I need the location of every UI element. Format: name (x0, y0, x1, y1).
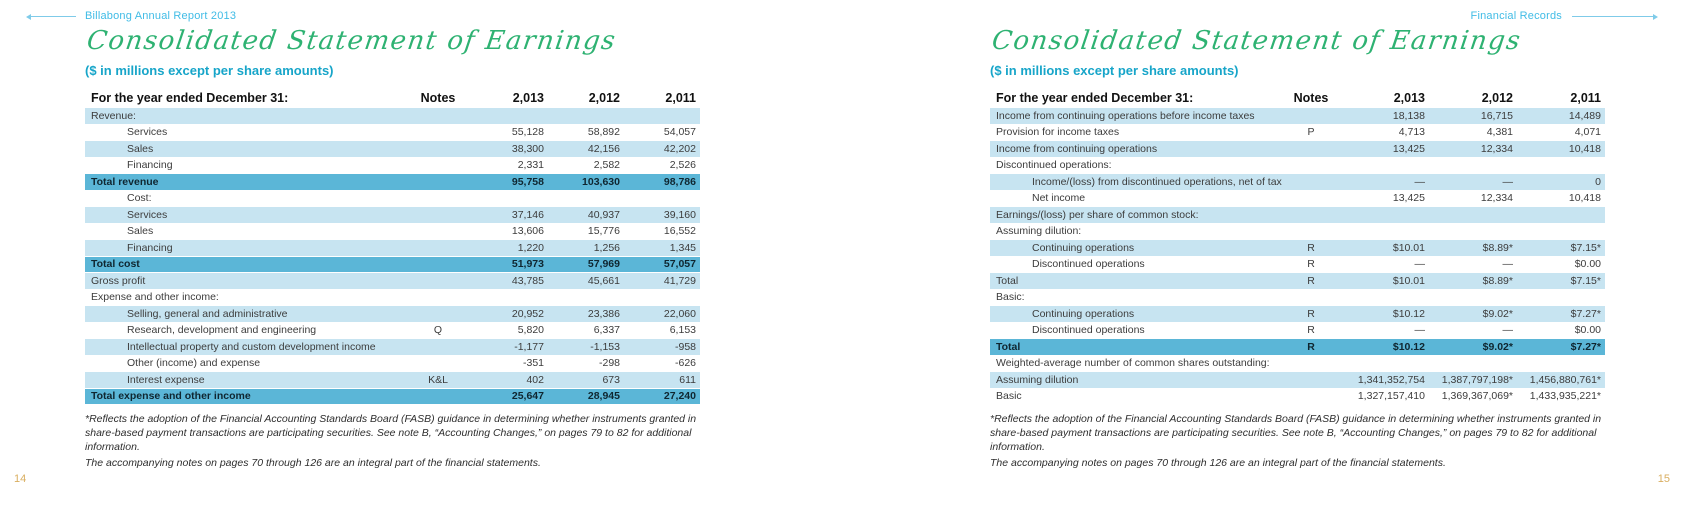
row-label: Expense and other income: (91, 291, 219, 304)
row-value: 10,418 (1568, 142, 1601, 155)
row-value: $10.12 (1392, 340, 1425, 353)
row-value: — (1414, 258, 1425, 271)
table-row (990, 174, 1605, 191)
row-value: 1,341,352,754 (1357, 373, 1425, 386)
row-label: Cost: (127, 192, 152, 205)
row-value: 28,945 (587, 390, 620, 403)
table-row (85, 290, 700, 307)
footnote-paragraph: *Reflects the adoption of the Financial Accounting Standards Board (FASB) guidance in determining whether instruments granted in share-based payment transactions are participating securities. See note B, “Accounting Changes,” on pages 79 to 82 for additional information. (85, 413, 697, 454)
row-label: Services (127, 126, 168, 139)
row-value: 1,345 (669, 241, 696, 254)
row-value: 4,713 (1398, 126, 1425, 139)
row-value: 16,715 (1480, 109, 1513, 122)
row-label: Sales (127, 142, 154, 155)
row-label: Continuing operations (1032, 241, 1135, 254)
row-value: $10.12 (1392, 307, 1425, 320)
row-value: 42,156 (587, 142, 620, 155)
table-row (990, 224, 1605, 241)
footnote-paragraph: The accompanying notes on pages 70 through 126 are an integral part of the financial statements. (990, 456, 1446, 469)
row-value: 57,057 (663, 258, 696, 271)
column-header-label: For the year ended December 31: (996, 90, 1194, 105)
row-value: 27,240 (663, 390, 696, 403)
row-value: 2,331 (517, 159, 544, 172)
column-header-label: For the year ended December 31: (91, 90, 289, 105)
row-value: 14,489 (1568, 109, 1601, 122)
row-value: 103,630 (582, 175, 620, 188)
row-label: Total expense and other income (91, 390, 251, 403)
row-value: 0 (1595, 175, 1601, 188)
row-label: Net income (1032, 192, 1086, 205)
row-value: — (1502, 324, 1513, 337)
table-row (990, 125, 1605, 142)
row-value: 95,758 (511, 175, 544, 188)
row-value: $7.27* (1570, 307, 1601, 320)
row-value: $10.01 (1392, 241, 1425, 254)
row-label: Revenue: (91, 109, 136, 122)
row-value: 39,160 (663, 208, 696, 221)
table-row (85, 125, 700, 142)
row-value: 55,128 (511, 126, 544, 139)
page-left (85, 0, 700, 471)
row-value: $7.15* (1570, 274, 1601, 287)
row-label: Assuming dilution (996, 373, 1079, 386)
table-header-row (85, 88, 700, 108)
row-value: 20,952 (511, 307, 544, 320)
row-value: 42,202 (663, 142, 696, 155)
row-value: 18,138 (1392, 109, 1425, 122)
row-label: Discontinued operations (1032, 324, 1145, 337)
row-value: 37,146 (511, 208, 544, 221)
page-number: 15 (1657, 473, 1670, 485)
row-value: $7.15* (1570, 241, 1601, 254)
row-value: 43,785 (511, 274, 544, 287)
row-value: 54,057 (663, 126, 696, 139)
row-value: 5,820 (517, 324, 544, 337)
page-title: Consolidated Statement of Earnings (85, 26, 619, 56)
row-value: 57,969 (587, 258, 620, 271)
row-value: 23,386 (587, 307, 620, 320)
table-row (85, 174, 700, 191)
row-value: $0.00 (1574, 258, 1601, 271)
table-row (990, 141, 1605, 158)
row-value: 16,552 (663, 225, 696, 238)
row-label: Financing (127, 241, 173, 254)
table-row (85, 339, 700, 356)
row-note: Q (433, 324, 443, 337)
row-value: — (1414, 324, 1425, 337)
table-row (990, 158, 1605, 175)
table-row (85, 306, 700, 323)
row-label: Income/(loss) from discontinued operations, net of tax (1032, 175, 1282, 188)
table-row (85, 240, 700, 257)
row-value: 98,786 (663, 175, 696, 188)
row-value: 1,387,797,198* (1441, 373, 1513, 386)
header-rule-left (30, 16, 76, 17)
column-header-notes: Notes (420, 90, 456, 105)
row-value: 12,334 (1480, 142, 1513, 155)
row-value: 1,220 (517, 241, 544, 254)
table-row (85, 207, 700, 224)
right-arrow-icon (1653, 14, 1658, 20)
row-value: 13,606 (511, 225, 544, 238)
column-header-year: 2,013 (1393, 90, 1425, 105)
column-header-year: 2,011 (1570, 90, 1601, 105)
column-header-notes: Notes (1293, 90, 1329, 105)
table-row (990, 339, 1605, 356)
page-number: 14 (14, 473, 27, 485)
table-row (990, 257, 1605, 274)
table-row (990, 389, 1605, 406)
row-value: $8.89* (1482, 241, 1513, 254)
table-header-row (990, 88, 1605, 108)
row-label: Discontinued operations: (996, 159, 1112, 172)
table-row (85, 389, 700, 406)
row-label: Income from continuing operations before income taxes (996, 109, 1255, 122)
footnote (85, 412, 700, 470)
row-label: Basic: (996, 291, 1025, 304)
row-label: Continuing operations (1032, 307, 1135, 320)
table-row (990, 372, 1605, 389)
row-value: 1,369,367,069* (1441, 390, 1513, 403)
row-note: R (1307, 307, 1315, 320)
row-value: $7.27* (1570, 340, 1601, 353)
row-value: 673 (602, 373, 620, 386)
row-value: 25,647 (511, 390, 544, 403)
row-value: 1,327,157,410 (1357, 390, 1425, 403)
column-header-year: 2,013 (512, 90, 544, 105)
row-value: 1,456,880,761* (1529, 373, 1601, 386)
table-row (85, 224, 700, 241)
table-row (990, 207, 1605, 224)
row-label: Interest expense (127, 373, 205, 386)
row-value: 402 (526, 373, 544, 386)
row-label: Other (income) and expense (127, 357, 261, 370)
row-value: 40,937 (587, 208, 620, 221)
table-row (990, 356, 1605, 373)
row-value: 22,060 (663, 307, 696, 320)
earnings-table (990, 88, 1605, 405)
row-value: — (1502, 258, 1513, 271)
table-row (990, 290, 1605, 307)
row-note: R (1307, 258, 1315, 271)
row-label: Services (127, 208, 168, 221)
row-value: -1,177 (514, 340, 544, 353)
breadcrumb: Financial Records (1470, 10, 1562, 22)
row-value: — (1414, 175, 1425, 188)
row-value: 38,300 (511, 142, 544, 155)
row-label: Intellectual property and custom development income (127, 340, 376, 353)
row-label: Discontinued operations (1032, 258, 1145, 271)
row-value: 41,729 (663, 274, 696, 287)
page-subtitle: ($ in millions except per share amounts) (85, 63, 334, 78)
page-title: Consolidated Statement of Earnings (990, 26, 1524, 56)
row-label: Assuming dilution: (996, 225, 1082, 238)
row-value: 6,153 (669, 324, 696, 337)
row-label: Selling, general and administrative (127, 307, 288, 320)
row-value: 45,661 (587, 274, 620, 287)
row-value: -298 (598, 357, 620, 370)
table-row (85, 257, 700, 274)
row-value: 6,337 (593, 324, 620, 337)
row-value: 4,381 (1486, 126, 1513, 139)
row-label: Provision for income taxes (996, 126, 1120, 139)
row-value: 1,433,935,221* (1529, 390, 1601, 403)
row-value: 10,418 (1568, 192, 1601, 205)
row-value: $10.01 (1392, 274, 1425, 287)
table-row (990, 306, 1605, 323)
row-value: — (1502, 175, 1513, 188)
row-label: Weighted-average number of common shares outstanding: (996, 357, 1270, 370)
row-note: P (1307, 126, 1315, 139)
breadcrumb: Billabong Annual Report 2013 (85, 10, 237, 22)
row-value: 13,425 (1392, 192, 1425, 205)
row-value: 15,776 (587, 225, 620, 238)
footnote (990, 412, 1605, 470)
row-note: R (1307, 241, 1315, 254)
column-header-year: 2,012 (588, 90, 620, 105)
row-value: 1,256 (593, 241, 620, 254)
row-label: Earnings/(loss) per share of common stock: (996, 208, 1199, 221)
table-row (85, 108, 700, 125)
row-label: Total (996, 340, 1021, 353)
page-subtitle: ($ in millions except per share amounts) (990, 63, 1239, 78)
row-note: R (1307, 340, 1315, 353)
column-header-year: 2,012 (1481, 90, 1513, 105)
row-value: 2,582 (593, 159, 620, 172)
row-value: 58,892 (587, 126, 620, 139)
table-row (85, 323, 700, 340)
table-row (85, 356, 700, 373)
table-row (85, 273, 700, 290)
row-note: K&L (428, 373, 448, 386)
row-value: 2,526 (669, 159, 696, 172)
row-value: 611 (679, 373, 696, 386)
table-row (990, 191, 1605, 208)
row-label: Total cost (91, 258, 140, 271)
row-value: 51,973 (511, 258, 544, 271)
row-note: R (1307, 274, 1315, 287)
row-value: -351 (522, 357, 544, 370)
table-row (990, 108, 1605, 125)
row-label: Total revenue (91, 175, 159, 188)
table-row (990, 273, 1605, 290)
page-right (990, 0, 1605, 471)
row-value: 12,334 (1480, 192, 1513, 205)
footnote-paragraph: *Reflects the adoption of the Financial Accounting Standards Board (FASB) guidance in determining whether instruments granted in share-based payment transactions are participating securities. See note B, “Accounting Changes,” on pages 79 to 82 for additional information. (990, 413, 1602, 454)
row-label: Total (996, 274, 1019, 287)
table-row (85, 372, 700, 389)
column-header-year: 2,011 (665, 90, 696, 105)
row-label: Sales (127, 225, 154, 238)
row-label: Gross profit (91, 274, 146, 287)
row-label: Basic (996, 390, 1022, 403)
footnote-paragraph: The accompanying notes on pages 70 through 126 are an integral part of the financial statements. (85, 456, 541, 469)
row-value: -626 (674, 357, 696, 370)
table-row (990, 240, 1605, 257)
row-label: Financing (127, 159, 173, 172)
row-value: $8.89* (1482, 274, 1513, 287)
row-value: $9.02* (1482, 307, 1513, 320)
row-value: -958 (674, 340, 696, 353)
row-label: Income from continuing operations (996, 142, 1158, 155)
earnings-table (85, 88, 700, 405)
table-row (990, 323, 1605, 340)
row-label: Research, development and engineering (127, 324, 317, 337)
row-value: 13,425 (1392, 142, 1425, 155)
table-row (85, 141, 700, 158)
row-value: $0.00 (1574, 324, 1601, 337)
table-row (85, 158, 700, 175)
row-note: R (1307, 324, 1315, 337)
row-value: -1,153 (590, 340, 620, 353)
row-value: $9.02* (1482, 340, 1513, 353)
table-row (85, 191, 700, 208)
row-value: 4,071 (1574, 126, 1601, 139)
